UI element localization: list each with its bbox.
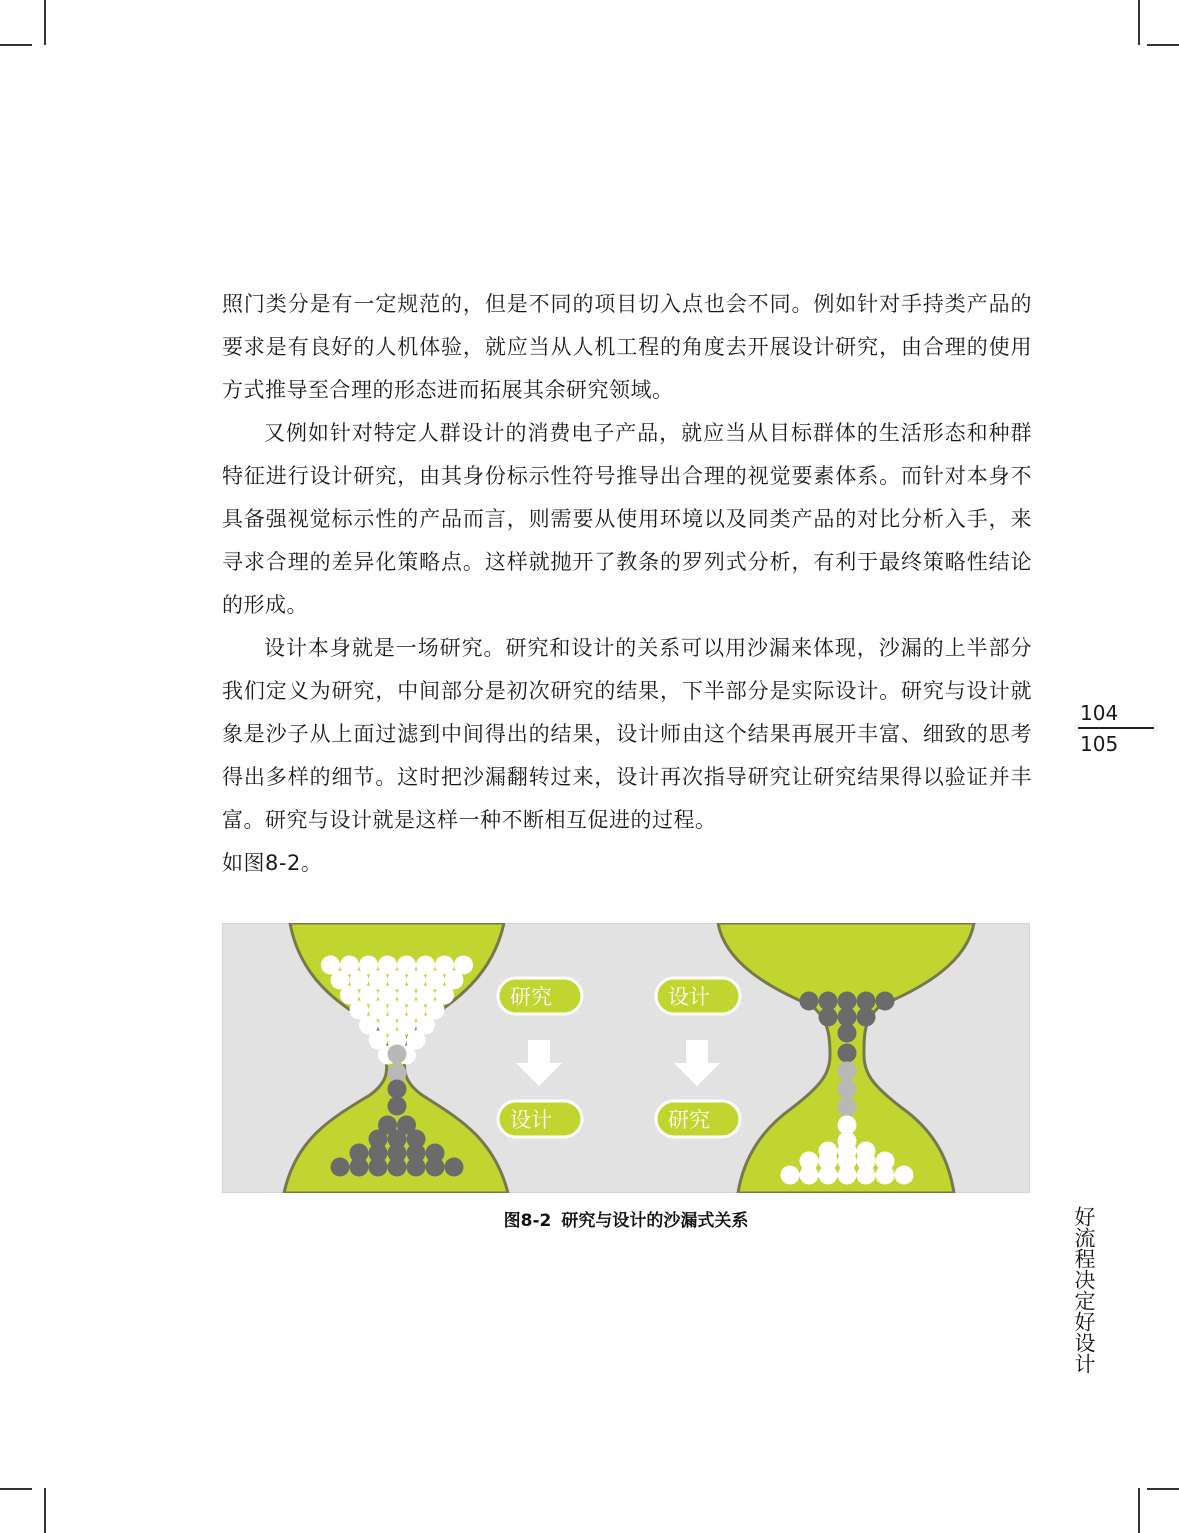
light-gray-ball [838,1098,857,1117]
crop-mark [1138,1488,1140,1533]
crop-mark [1138,0,1140,45]
gray-ball [800,992,819,1011]
gray-ball [369,1158,388,1177]
gray-ball [407,1158,426,1177]
crop-mark [1147,1488,1179,1490]
crop-mark [44,1488,46,1533]
left-top-pill [498,978,582,1014]
white-ball [781,1166,800,1185]
gray-ball [445,1158,464,1177]
gray-ball [350,1158,369,1177]
gray-ball [388,1158,407,1177]
hourglass-diagram [222,923,1030,1193]
crop-mark [0,1488,32,1490]
page-number-left: 104 [1080,701,1119,725]
gray-ball [331,1158,350,1177]
white-ball [857,1166,876,1185]
gray-ball [388,1097,407,1116]
gray-ball [819,1008,838,1027]
left-bottom-label: 设计 [510,1108,552,1132]
page-number-right: 105 [1080,731,1119,756]
white-ball [819,1166,838,1185]
gray-ball [426,1158,445,1177]
gray-ball [857,1008,876,1027]
paragraph-3-text: 设计本身就是一场研究。研究和设计的关系可以用沙漏来体现，沙漏的上半部分我们定义为研究，中间部分是初次研究的结果，下半部分是实际设计。研究与设计就象是沙子从上面过滤到中间得出的结果，设计师由这个结果再展开丰富、细致的思考得出多样的细节。这时把沙漏翻转过来，设计再次指导研究让研究结果得以验证并丰富。研究与设计就是这样一种不断相互促进的过程。 [222,636,1032,832]
paragraph-2: 又例如针对特定人群设计的消费电子产品，就应当从目标群体的生活形态和种群特征进行设计研究，由其身份标示性符号推导出合理的视觉要素体系。而针对本身不具备强视觉标示性的产品而言，则需要从使用环境以及同类产品的对比分析入手，来寻求合理的差异化策略点。这样就抛开了教条的罗列式分析，有利于最终策略性结论的形成。 [222,421,1032,617]
white-ball [895,1166,914,1185]
body-text [222,283,1032,885]
white-ball [876,1166,895,1185]
figure-caption-number: 图8-2 [503,1211,552,1231]
left-bottom-pill [498,1101,582,1137]
right-bottom-pill [656,1101,740,1137]
side-chapter-title: 好流程决定好设计 [1072,1206,1096,1374]
crop-mark [44,0,46,45]
figure-caption [222,1206,1030,1231]
light-gray-ball [388,1045,407,1064]
left-top-label: 研究 [510,985,552,1009]
crop-mark [0,44,32,46]
gray-ball [838,1044,857,1063]
crop-mark [1147,44,1179,46]
right-bottom-label: 研究 [668,1108,710,1132]
figure-reference-suffix: 。 [300,851,323,875]
light-gray-ball [838,1062,857,1081]
white-ball [838,1166,857,1185]
figure-hourglass [222,923,1030,1193]
paragraph-1: 照门类分是有一定规范的，但是不同的项目切入点也会不同。例如针对手持类产品的要求是有良好的人机体验，就应当从人机工程的角度去开展设计研究，由合理的使用方式推导至合理的形态进而拓展其余研究领域。 [222,292,1032,402]
light-gray-ball [838,1080,857,1099]
gray-ball [838,1024,857,1043]
figure-reference: 8-2 [265,851,301,875]
paragraph-3 [222,627,1032,885]
figure-reference-prefix: 如图 [222,851,265,875]
page-numbers [1078,700,1154,759]
right-top-label: 设计 [668,985,710,1009]
white-ball [800,1166,819,1185]
gray-ball [876,992,895,1011]
right-top-pill [656,978,740,1014]
figure-caption-title: 研究与设计的沙漏式关系 [561,1211,749,1231]
gray-ball [388,1080,407,1099]
